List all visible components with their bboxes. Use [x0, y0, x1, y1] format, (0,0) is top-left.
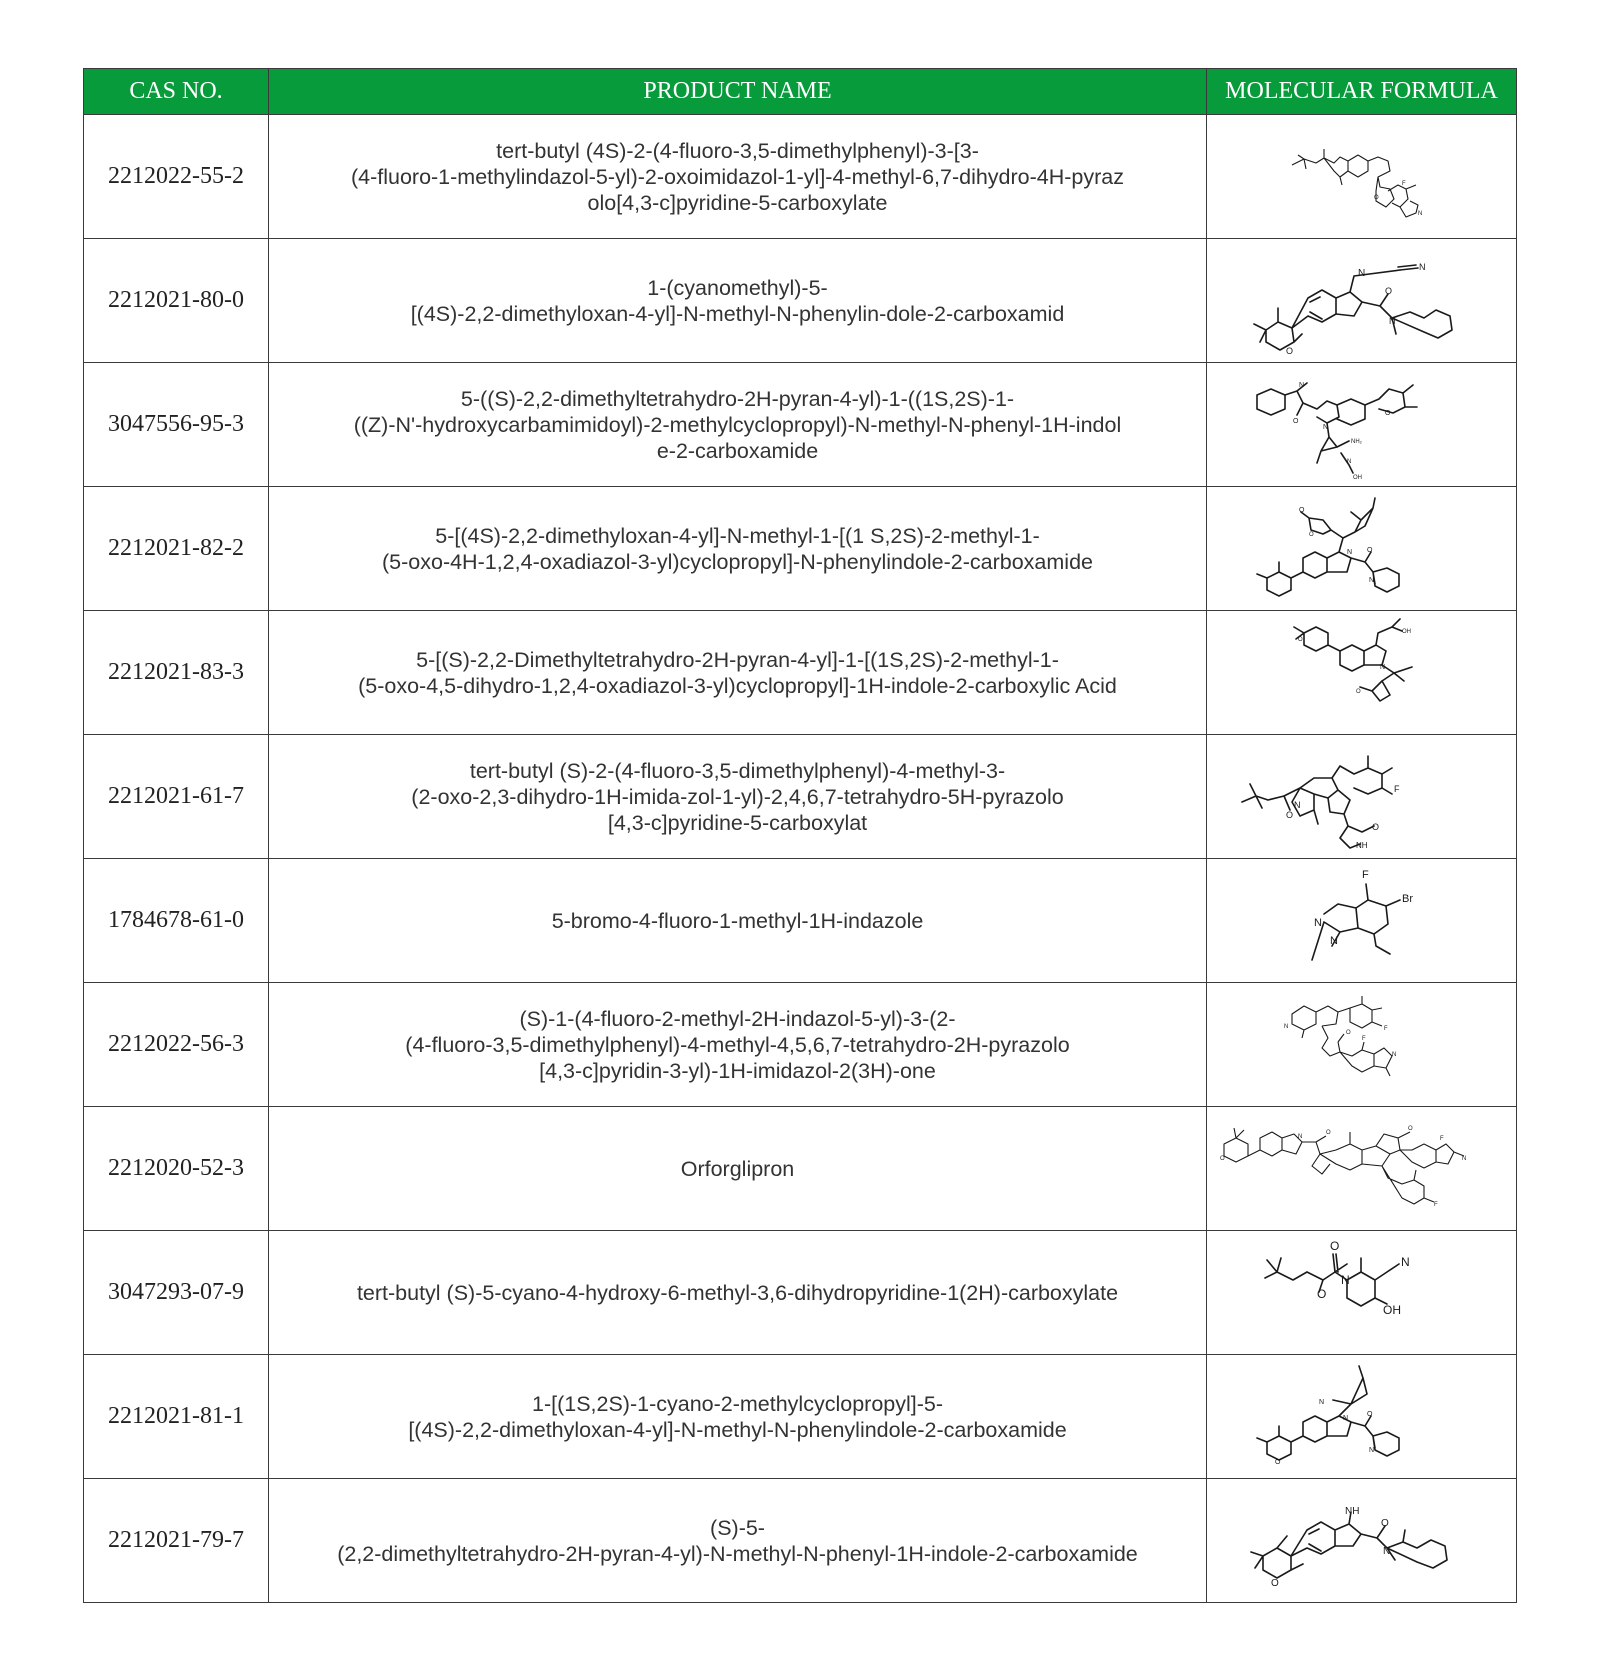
atom-label: N	[1388, 315, 1395, 326]
table-row	[84, 1479, 1517, 1603]
product-name-line: Orforglipron	[680, 1156, 795, 1181]
product-name	[269, 1107, 1207, 1231]
atom-label: F	[1361, 1035, 1366, 1042]
atom-label: F	[1433, 1201, 1438, 1208]
product-name-line: tert-butyl (S)-2-(4-fluoro-3,5-dimethylphenyl)-4-methyl-3-	[469, 758, 1006, 783]
product-name-line: (5-oxo-4,5-dihydro-1,2,4-oxadiazol-3-yl)cyclopropyl]-1H-indole-2-carboxylic Acid	[358, 673, 1117, 698]
product-name	[269, 1479, 1207, 1603]
product-name-line: olo[4,3-c]pyridine-5-carboxylate	[587, 190, 888, 215]
product-name-line: 1-(cyanomethyl)-5-	[647, 275, 828, 300]
product-name-line: [(4S)-2,2-dimethyloxan-4-yl]-N-methyl-N-phenylindole-2-carboxamide	[408, 1417, 1067, 1442]
structure-image	[1207, 983, 1517, 1107]
structure-image	[1207, 859, 1517, 983]
structure-image	[1207, 735, 1517, 859]
structure-diagram	[1212, 1110, 1512, 1228]
structure-diagram	[1247, 490, 1477, 608]
atom-label: O	[1329, 1238, 1339, 1253]
atom-label: N	[1368, 1446, 1374, 1454]
cas-number: 2212022-55-2	[84, 115, 269, 239]
atom-label: N	[1400, 1254, 1410, 1269]
atom-label: F	[1393, 783, 1399, 794]
atom-label: N	[1293, 799, 1300, 810]
atom-label: O	[1274, 1458, 1280, 1466]
structure-diagram	[1282, 127, 1442, 227]
atom-label: F	[1383, 1025, 1388, 1032]
atom-label: N	[1329, 934, 1338, 947]
atom-label: Br	[1401, 892, 1413, 905]
structure-diagram	[1222, 242, 1502, 360]
product-name	[269, 859, 1207, 983]
structure-diagram	[1272, 986, 1452, 1104]
table-header-row	[84, 69, 1517, 115]
structure-image	[1207, 487, 1517, 611]
product-name-line: [4,3-c]pyridin-3-yl)-1H-imidazol-2(3H)-one	[539, 1058, 936, 1083]
structure-image	[1207, 1479, 1517, 1603]
product-name-line: e-2-carboxamide	[656, 438, 819, 463]
atom-label: O	[1384, 410, 1390, 417]
cas-number: 3047293-07-9	[84, 1231, 269, 1355]
atom-label: O	[1298, 506, 1304, 514]
product-name	[269, 239, 1207, 363]
atom-label: O	[1371, 821, 1379, 832]
cas-number: 2212021-82-2	[84, 487, 269, 611]
product-name-line: (2-oxo-2,3-dihydro-1H-imida-zol-1-yl)-2,4,6,7-tetrahydro-5H-pyrazolo	[411, 784, 1064, 809]
header-cas-no: CAS NO.	[84, 69, 269, 115]
table-row	[84, 363, 1517, 487]
atom-label: N	[1461, 1155, 1466, 1162]
product-name	[269, 735, 1207, 859]
atom-label: O	[1384, 285, 1392, 296]
atom-label: NH₂	[1350, 439, 1362, 445]
atom-label: O	[1219, 1155, 1225, 1162]
table-row	[84, 1107, 1517, 1231]
product-name	[269, 363, 1207, 487]
atom-label: O	[1316, 1286, 1326, 1301]
structure-image	[1207, 1355, 1517, 1479]
table-row	[84, 239, 1517, 363]
product-name	[269, 983, 1207, 1107]
product-name-line: 5-bromo-4-fluoro-1-methyl-1H-indazole	[551, 908, 924, 933]
product-table	[83, 68, 1517, 1603]
product-name	[269, 487, 1207, 611]
atom-label: O	[1308, 531, 1314, 538]
structure-diagram	[1227, 1482, 1497, 1600]
structure-image	[1207, 363, 1517, 487]
atom-label: N	[1342, 1414, 1348, 1422]
cas-number: 2212021-83-3	[84, 611, 269, 735]
atom-label: NH	[1344, 1505, 1359, 1517]
table-row	[84, 983, 1517, 1107]
product-name-line: 1-[(1S,2S)-1-cyano-2-methylcyclopropyl]-5-	[531, 1391, 944, 1416]
atom-label: F	[1401, 180, 1406, 187]
product-name-line: (5-oxo-4H-1,2,4-oxadiazol-3-yl)cyclopropyl]-N-phenylindole-2-carboxamide	[382, 549, 1093, 574]
atom-label: N	[1417, 210, 1422, 217]
table-row	[84, 1231, 1517, 1355]
atom-label: O	[1366, 546, 1372, 554]
product-name-line: (4-fluoro-1-methylindazol-5-yl)-2-oxoimidazol-1-yl]-4-methyl-6,7-dihydro-4H-pyraz	[350, 164, 1125, 189]
atom-label: OH	[1401, 629, 1411, 635]
atom-label: F	[1439, 1135, 1444, 1142]
atom-label: F	[1361, 868, 1369, 881]
product-name-line: (2,2-dimethyltetrahydro-2H-pyran-4-yl)-N-methyl-N-phenyl-1H-indole-2-carboxamide	[337, 1541, 1138, 1566]
atom-label: O	[1366, 1410, 1372, 1418]
structure-image	[1207, 1107, 1517, 1231]
atom-label: N	[1357, 267, 1365, 279]
atom-label: OH	[1352, 475, 1362, 481]
atom-label: O	[1270, 1577, 1279, 1589]
table-row	[84, 611, 1517, 735]
cas-number: 2212022-56-3	[84, 983, 269, 1107]
structure-diagram	[1237, 1234, 1487, 1352]
product-name-line: 5-[(4S)-2,2-dimethyloxan-4-yl]-N-methyl-1-[(1 S,2S)-2-methyl-1-	[435, 523, 1040, 548]
product-name-line: [4,3-c]pyridine-5-carboxylat	[607, 810, 868, 835]
atom-label: O	[1407, 1125, 1413, 1132]
structure-diagram	[1282, 862, 1442, 980]
structure-diagram	[1232, 738, 1492, 856]
cas-number: 3047556-95-3	[84, 363, 269, 487]
product-name-line: (S)-1-(4-fluoro-2-methyl-2H-indazol-5-yl)-3-(2-	[519, 1006, 956, 1031]
atom-label: N	[1322, 424, 1328, 431]
product-name	[269, 611, 1207, 735]
product-name-line: (S)-5-	[710, 1515, 765, 1540]
product-name	[269, 115, 1207, 239]
structure-image	[1207, 115, 1517, 239]
product-name-line: ((Z)-N'-hydroxycarbamimidoyl)-2-methylcyclopropyl)-N-methyl-N-phenyl-1H-indol	[353, 412, 1122, 437]
product-name-line: 5-[(S)-2,2-Dimethyltetrahydro-2H-pyran-4-yl]-1-[(1S,2S)-2-methyl-1-	[416, 647, 1059, 672]
atom-label: N	[1368, 576, 1374, 584]
table-row	[84, 115, 1517, 239]
atom-label: O	[1380, 1517, 1389, 1529]
atom-label: O	[1285, 345, 1293, 356]
table-row	[84, 859, 1517, 983]
product-name	[269, 1231, 1207, 1355]
atom-label: OH	[1382, 1302, 1401, 1317]
atom-label: N	[1340, 1272, 1350, 1287]
cas-number: 2212021-80-0	[84, 239, 269, 363]
cas-number: 2212020-52-3	[84, 1107, 269, 1231]
atom-label: N	[1313, 916, 1322, 929]
cas-number: 1784678-61-0	[84, 859, 269, 983]
atom-label: O	[1325, 1129, 1331, 1136]
atom-label: O	[1345, 1029, 1351, 1036]
atom-label: O	[1297, 637, 1303, 643]
table-row	[84, 735, 1517, 859]
header-product-name: PRODUCT NAME	[269, 69, 1207, 115]
structure-image	[1207, 239, 1517, 363]
product-table-container	[83, 68, 1516, 1603]
cas-number: 2212021-61-7	[84, 735, 269, 859]
product-name-line: (4-fluoro-3,5-dimethylphenyl)-4-methyl-4,5,6,7-tetrahydro-2H-pyrazolo	[405, 1032, 1070, 1057]
atom-label: N	[1346, 459, 1351, 465]
structure-diagram	[1237, 367, 1487, 482]
structure-image	[1207, 1231, 1517, 1355]
atom-label: N	[1283, 1023, 1288, 1030]
product-name-line: [(4S)-2,2-dimethyloxan-4-yl]-N-methyl-N-phenylin-dole-2-carboxamid	[410, 301, 1065, 326]
atom-label: O	[1292, 418, 1298, 425]
atom-label: N	[1318, 1398, 1324, 1406]
atom-label: N	[1418, 261, 1425, 272]
atom-label: O	[1355, 689, 1361, 695]
product-name-line: tert-butyl (S)-5-cyano-4-hydroxy-6-methyl-3,6-dihydropyridine-1(2H)-carboxylate	[356, 1280, 1119, 1305]
atom-label: N	[1346, 548, 1352, 556]
product-name	[269, 1355, 1207, 1479]
product-name-line: 5-((S)-2,2-dimethyltetrahydro-2H-pyran-4-yl)-1-((1S,2S)-1-	[460, 386, 1015, 411]
structure-diagram	[1262, 615, 1462, 730]
table-row	[84, 487, 1517, 611]
cas-number: 2212021-79-7	[84, 1479, 269, 1603]
atom-label: N	[1391, 1051, 1396, 1058]
table-row	[84, 1355, 1517, 1479]
atom-label: NH	[1355, 840, 1368, 850]
atom-label: N	[1297, 1133, 1302, 1140]
atom-label: O	[1373, 194, 1379, 201]
atom-label: O	[1285, 809, 1293, 820]
structure-image	[1207, 611, 1517, 735]
atom-label: N	[1298, 382, 1304, 389]
atom-label: N	[1379, 664, 1385, 671]
structure-diagram	[1247, 1358, 1477, 1476]
cas-number: 2212021-81-1	[84, 1355, 269, 1479]
atom-label: N	[1382, 1545, 1390, 1557]
product-name-line: tert-butyl (4S)-2-(4-fluoro-3,5-dimethylphenyl)-3-[3-	[496, 138, 979, 163]
header-molecular-formula: MOLECULAR FORMULA	[1207, 69, 1517, 115]
